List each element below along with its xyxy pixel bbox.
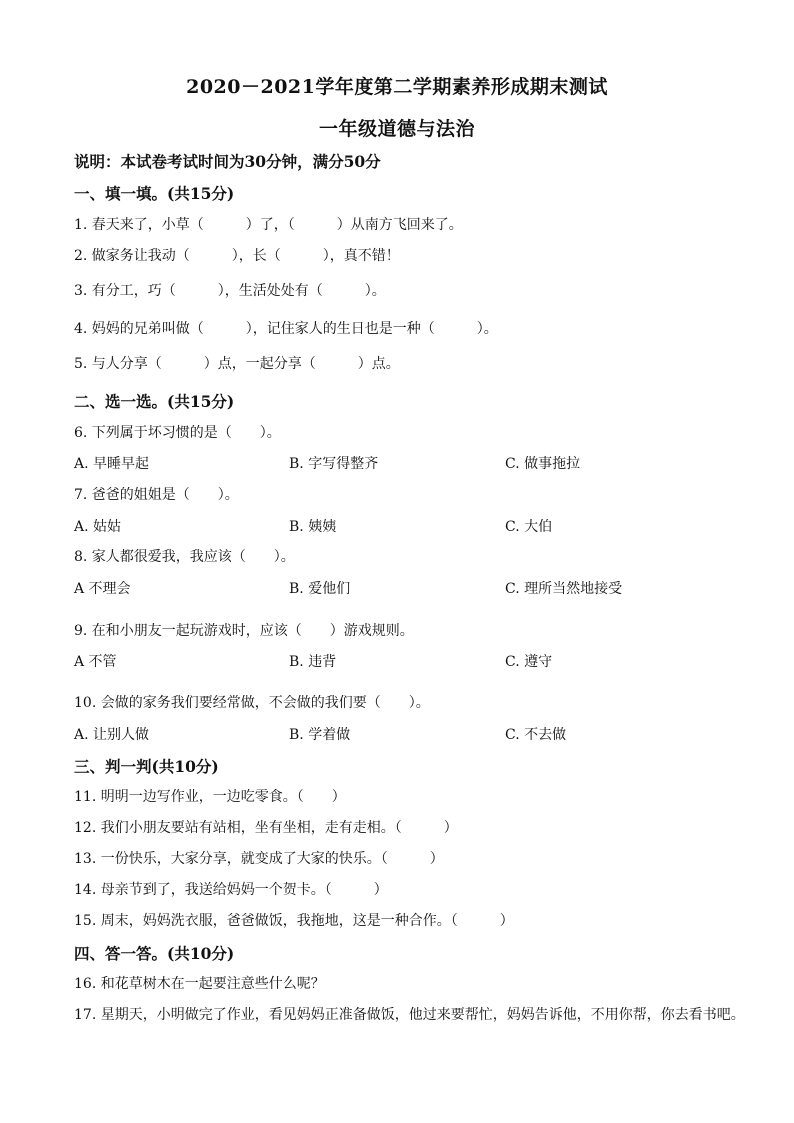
choice-option-a: A. 让别人做: [74, 727, 150, 743]
choice-question-9: 9. 在和小朋友一起玩游戏时，应该（ ）游戏规则。: [74, 623, 414, 639]
choice-option-c: C. 理所当然地接受: [505, 581, 623, 597]
section-heading-answer: 四、答一答。(共10分): [74, 944, 235, 963]
choice-option-a: A 不管: [74, 654, 117, 670]
judge-question-13: 13. 一份快乐，大家分享，就变成了大家的快乐。（ ）: [74, 851, 444, 867]
choice-question-6: 6. 下列属于坏习惯的是（ ）。: [74, 425, 281, 441]
choice-option-c: C. 大伯: [505, 519, 553, 535]
choice-option-b: B. 姨姨: [289, 519, 337, 535]
choice-option-a: A 不理会: [74, 581, 131, 597]
choice-question-8: 8. 家人都很爱我，我应该（ ）。: [74, 549, 295, 565]
judge-question-14: 14. 母亲节到了，我送给妈妈一个贺卡。（ ）: [74, 882, 388, 898]
choice-option-b: B. 字写得整齐: [289, 456, 379, 472]
fill-question-2: 2. 做家务让我动（ ），长（ ），真不错！: [74, 248, 400, 264]
choice-option-a: A. 早睡早起: [74, 456, 150, 472]
section-heading-fill: 一、填一填。(共15分): [74, 184, 235, 203]
judge-question-12: 12. 我们小朋友要站有站相，坐有坐相，走有走相。（ ）: [74, 820, 458, 836]
choice-option-b: B. 爱他们: [289, 581, 351, 597]
choice-question-10: 10. 会做的家务我们要经常做，不会做的我们要（ ）。: [74, 695, 430, 711]
section-heading-choose: 二、选一选。(共15分): [74, 392, 235, 411]
choice-option-c: C. 不去做: [505, 727, 567, 743]
judge-question-15: 15. 周末，妈妈洗衣服，爸爸做饭，我拖地，这是一种合作。（ ）: [74, 913, 514, 929]
answer-question-16: 16. 和花草树木在一起要注意些什么呢？: [74, 976, 325, 992]
choice-option-a: A. 姑姑: [74, 519, 122, 535]
fill-question-4: 4. 妈妈的兄弟叫做（ ），记住家人的生日也是一种（ ）。: [74, 321, 498, 337]
choice-option-b: B. 学着做: [289, 727, 351, 743]
choice-option-c: C. 遵守: [505, 654, 553, 670]
fill-question-1: 1. 春天来了，小草（ ）了，（ ）从南方飞回来了。: [74, 217, 463, 233]
exam-title: 2020－2021学年度第二学期素养形成期末测试: [186, 76, 608, 98]
fill-question-5: 5. 与人分享（ ）点，一起分享（ ）点。: [74, 356, 400, 372]
section-heading-judge: 三、判一判(共10分): [74, 757, 219, 776]
exam-subtitle: 一年级道德与法治: [318, 118, 475, 140]
fill-question-3: 3. 有分工，巧（ ），生活处处有（ ）。: [74, 283, 386, 299]
answer-question-17: 17. 星期天，小明做完了作业，看见妈妈正准备做饭，他过来要帮忙，妈妈告诉他，不用你帮，你去看书吧。: [74, 1007, 745, 1023]
choice-option-b: B. 违背: [289, 654, 337, 670]
choice-question-7: 7. 爸爸的姐姐是（ ）。: [74, 487, 239, 503]
judge-question-11: 11. 明明一边写作业，一边吃零食。（ ）: [74, 789, 346, 805]
choice-option-c: C. 做事拖拉: [505, 456, 581, 472]
exam-instructions: 说明：本试卷考试时间为30分钟，满分50分: [74, 152, 381, 171]
